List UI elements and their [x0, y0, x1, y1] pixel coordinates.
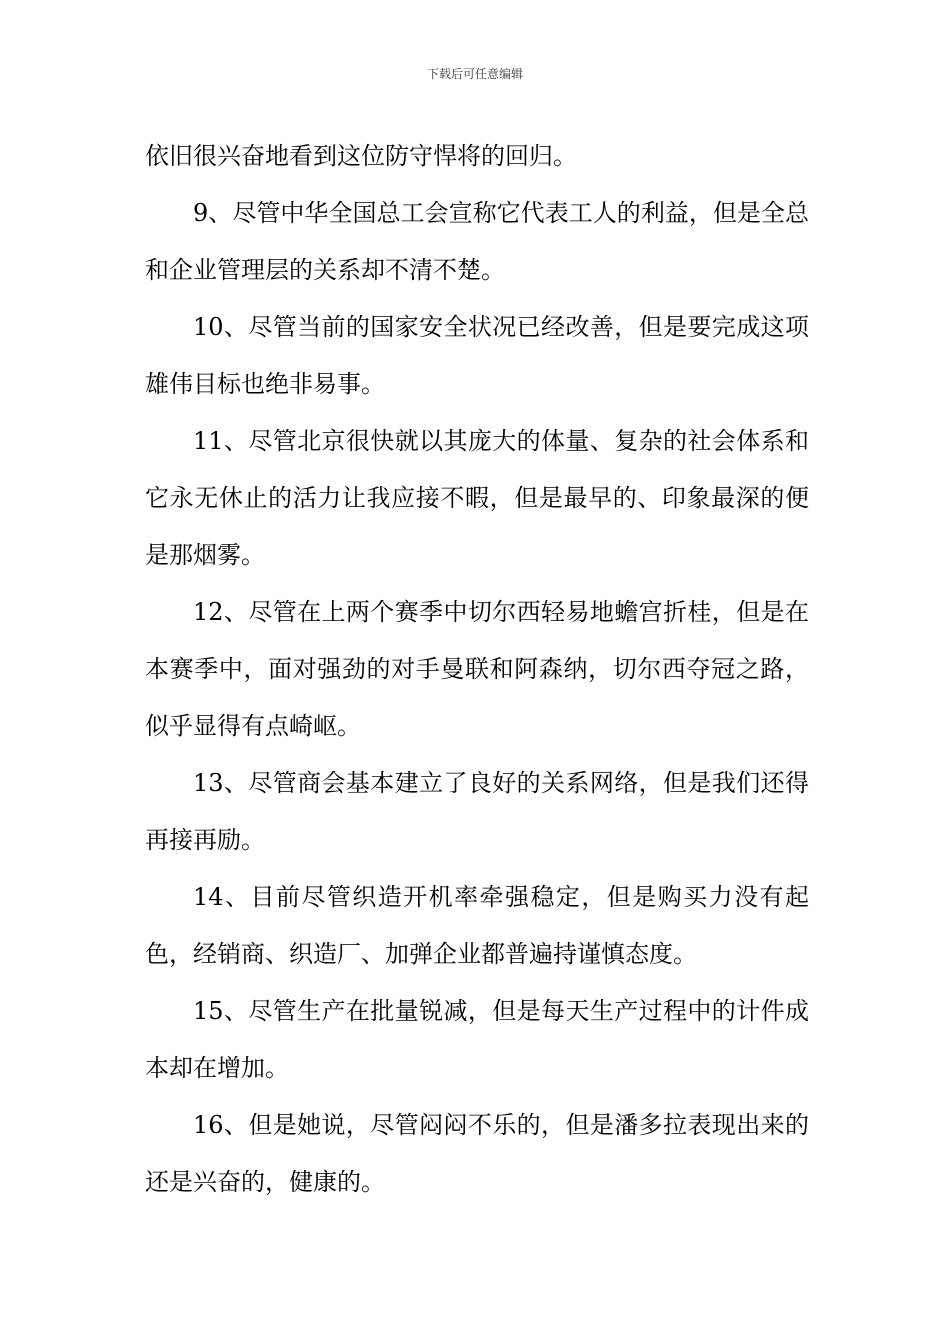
paragraph-item-14: 14、目前尽管织造开机率牵强稳定，但是购买力没有起色，经销商、织造厂、加弹企业都普遍持谨慎态度。 — [145, 883, 809, 968]
paragraph-item-12: 12、尽管在上两个赛季中切尔西轻易地蟾宫折桂，但是在本赛季中，面对强劲的对手曼联和阿森纳，切尔西夺冠之路，似乎显得有点崎岖。 — [145, 598, 809, 740]
paragraph-item-15: 15、尽管生产在批量锐减，但是每天生产过程中的计件成本却在增加。 — [145, 997, 809, 1082]
paragraph-item-10: 10、尽管当前的国家安全状况已经改善，但是要完成这项雄伟目标也绝非易事。 — [145, 313, 809, 398]
paragraph-item-13: 13、尽管商会基本建立了良好的关系网络，但是我们还得再接再励。 — [145, 769, 809, 854]
paragraph-item-11: 11、尽管北京很快就以其庞大的体量、复杂的社会体系和它永无休止的活力让我应接不暇，但是最早的、印象最深的便是那烟雾。 — [145, 427, 809, 569]
document-body — [145, 128, 809, 1211]
paragraph-continuation: 依旧很兴奋地看到这位防守悍将的回归。 — [145, 142, 577, 170]
paragraph-item-16: 16、但是她说，尽管闷闷不乐的，但是潘多拉表现出来的还是兴奋的，健康的。 — [145, 1111, 809, 1196]
paragraph-item-9: 9、尽管中华全国总工会宣称它代表工人的利益，但是全总和企业管理层的关系却不清不楚。 — [145, 199, 809, 284]
page-header: 下载后可任意编辑 — [426, 67, 523, 81]
